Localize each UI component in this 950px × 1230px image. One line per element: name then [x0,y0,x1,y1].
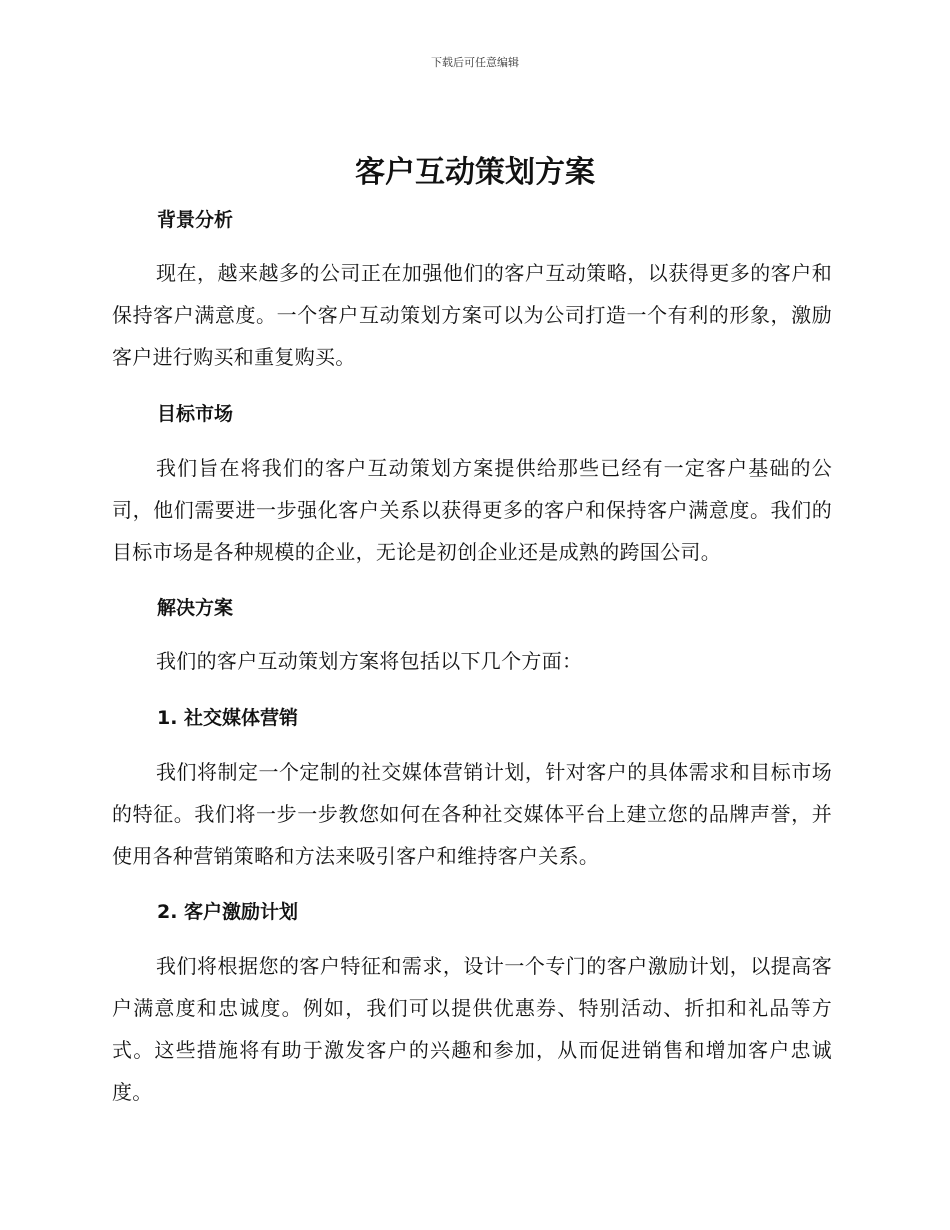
paragraph-solution-intro: 我们的客户互动策划方案将包括以下几个方面： [156,649,583,673]
header-note: 下载后可任意编辑 [431,56,519,69]
heading-background: 背景分析 [157,209,234,231]
heading-social-media: 1. 社交媒体营销 [157,707,299,729]
heading-target-market: 目标市场 [157,403,234,425]
paragraph-background: 现在，越来越多的公司正在加强他们的客户互动策略，以获得更多的客户和保持客户满意度。一个客户互动策划方案可以为公司打造一个有利的形象，激励客户进行购买和重复购买。 [112,261,832,369]
heading-incentive: 2. 客户激励计划 [157,901,299,923]
paragraph-target-market: 我们旨在将我们的客户互动策划方案提供给那些已经有一定客户基础的公司，他们需要进一步强化客户关系以获得更多的客户和保持客户满意度。我们的目标市场是各种规模的企业，无论是初创企业还是成熟的跨国公司。 [112,456,832,564]
heading-solution: 解决方案 [157,597,234,619]
paragraph-social-media: 我们将制定一个定制的社交媒体营销计划，针对客户的具体需求和目标市场的特征。我们将一步一步教您如何在各种社交媒体平台上建立您的品牌声誉，并使用各种营销策略和方法来吸引客户和维持客户关系。 [112,760,832,868]
document-title: 客户互动策划方案 [355,155,595,190]
paragraph-incentive: 我们将根据您的客户特征和需求，设计一个专门的客户激励计划，以提高客户满意度和忠诚度。例如，我们可以提供优惠券、特别活动、折扣和礼品等方式。这些措施将有助于激发客户的兴趣和参加，从而促进销售和增加客户忠诚度。 [112,954,832,1104]
